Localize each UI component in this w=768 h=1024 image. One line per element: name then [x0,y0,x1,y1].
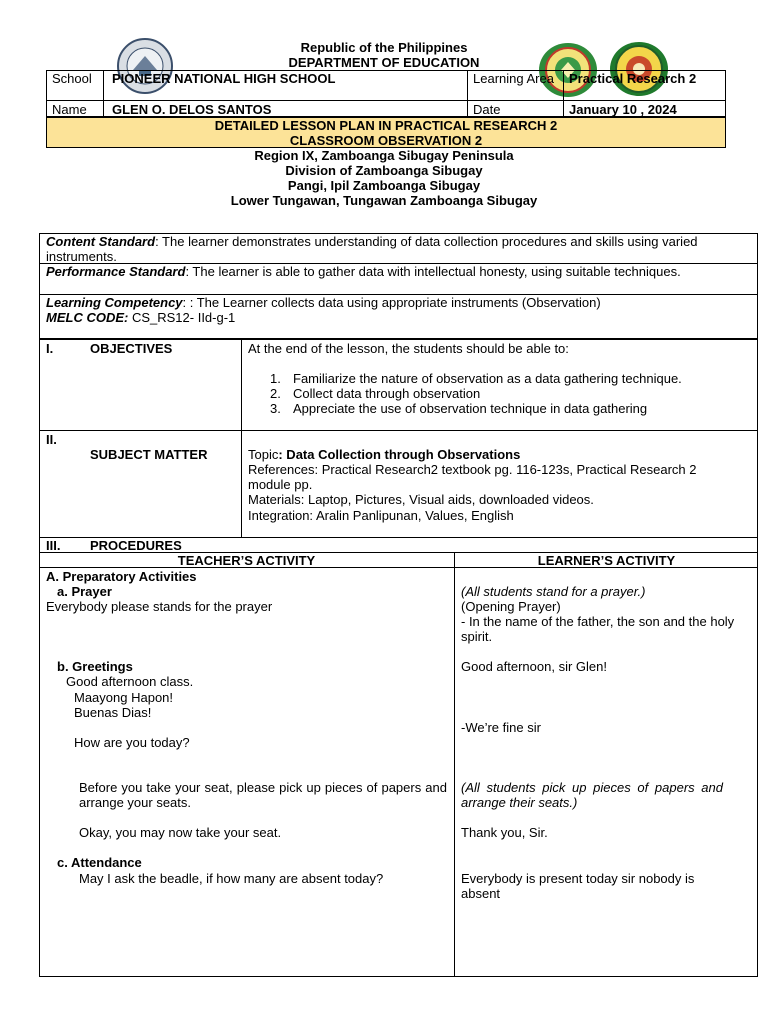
objectives-intro: At the end of the lesson, the students should be able to: [248,341,569,356]
objectives-list [270,371,740,416]
how-are-you: How are you today? [74,735,190,750]
melc-code [46,310,746,325]
school-label: School [52,71,92,86]
banner-title: DETAILED LESSON PLAN IN PRACTICAL RESEARCH 2 [214,118,558,133]
objectives-number: I. [46,341,54,356]
melc-code-label: MELC CODE: [46,310,129,325]
subject-topic [248,447,748,462]
melc-code-text: CS_RS12- IId-g-1 [128,310,236,325]
content-standard-text: : The learner demonstrates understanding of data collection procedures and skills using varied instruments. [46,234,698,264]
date-label: Date [473,102,501,117]
topic-label: Topic [248,447,279,462]
subject-materials: Materials: Laptop, Pictures, Visual aids, downloaded videos. [248,492,594,507]
topic-value: : Data Collection through Observations [278,447,521,462]
greeting-bisaya: Maayong Hapon! [74,690,174,705]
procedures-label: PROCEDURES [90,538,182,553]
prayer-heading: a. Prayer [57,584,112,599]
greeting-spanish: Buenas Dias! [74,705,152,720]
content-standard [46,234,726,264]
learning-area-label: Learning Area [473,71,554,86]
objective-item: 1. Familiarize the nature of observation as a data gathering technique. [270,371,682,386]
take-seat: Okay, you may now take your seat. [79,825,282,840]
learning-competency-text: : : The Learner collects data using appropriate instruments (Observation) [182,295,601,310]
students-pick-up: (All students pick up pieces of papers and arrange their seats.) [461,780,723,810]
greeting-reply: Good afternoon, sir Glen! [461,659,607,674]
thank-you-reply: Thank you, Sir. [461,825,548,840]
greeting-english: Good afternoon class. [66,674,194,689]
learner-activity-header: LEARNER’S ACTIVITY [537,553,676,568]
fine-reply: -We’re fine sir [461,720,541,735]
header-republic: Republic of the Philippines [300,40,468,55]
name-label: Name [52,102,87,117]
header-department: DEPARTMENT OF EDUCATION [288,55,480,70]
prayer-words: - In the name of the father, the son and the holy spirit. [461,614,735,644]
content-standard-label: Content Standard [46,234,156,249]
division-line: Division of Zamboanga Sibugay [285,163,483,178]
subject-label: SUBJECT MATTER [90,447,208,462]
attendance-question: May I ask the beadle, if how many are absent today? [79,871,384,886]
greetings-heading: b. Greetings [57,659,133,674]
title-banner [46,117,726,148]
subject-integration: Integration: Aralin Panlipunan, Values, English [248,508,514,523]
opening-prayer: (Opening Prayer) [461,599,561,614]
teacher-activity-header: TEACHER’S ACTIVITY [177,553,316,568]
banner-subtitle: CLASSROOM OBSERVATION 2 [289,133,483,148]
attendance-reply: Everybody is present today sir nobody is absent [461,871,695,901]
subject-references: References: Practical Research2 textbook pg. 116-123s, Practical Research 2 module pp. [248,462,697,492]
name-value: GLEN O. DELOS SANTOS [112,102,272,117]
school-value: PIONEER NATIONAL HIGH SCHOOL [112,71,336,86]
seat-instruction: Before you take your seat, please pick up pieces of papers and arrange your seats. [79,780,447,810]
students-stand: (All students stand for a prayer.) [461,584,646,599]
objective-item: 3. Appreciate the use of observation technique in data gathering [270,401,648,416]
date-value: January 10 , 2024 [569,102,677,117]
objective-item: 2. Collect data through observation [270,386,481,401]
attendance-heading: c. Attendance [57,855,142,870]
objectives-label: OBJECTIVES [90,341,173,356]
preparatory-activities: A. Preparatory Activities [46,569,197,584]
procedures-number: III. [46,538,61,553]
region-line: Region IX, Zamboanga Sibugay Peninsula [254,148,514,163]
location-line: Pangi, Ipil Zamboanga Sibugay [287,178,481,193]
learning-area-value: Practical Research 2 [569,71,697,86]
performance-standard-text: : The learner is able to gather data with intellectual honesty, using suitable techniques. [185,264,681,279]
performance-standard-label: Performance Standard [46,264,186,279]
learning-competency [46,295,746,310]
prayer-instruction: Everybody please stands for the prayer [46,599,273,614]
school-location-line: Lower Tungawan, Tungawan Zamboanga Sibugay [230,193,538,208]
learning-competency-label: Learning Competency [46,295,183,310]
performance-standard [46,264,726,279]
subject-number: II. [46,432,57,447]
